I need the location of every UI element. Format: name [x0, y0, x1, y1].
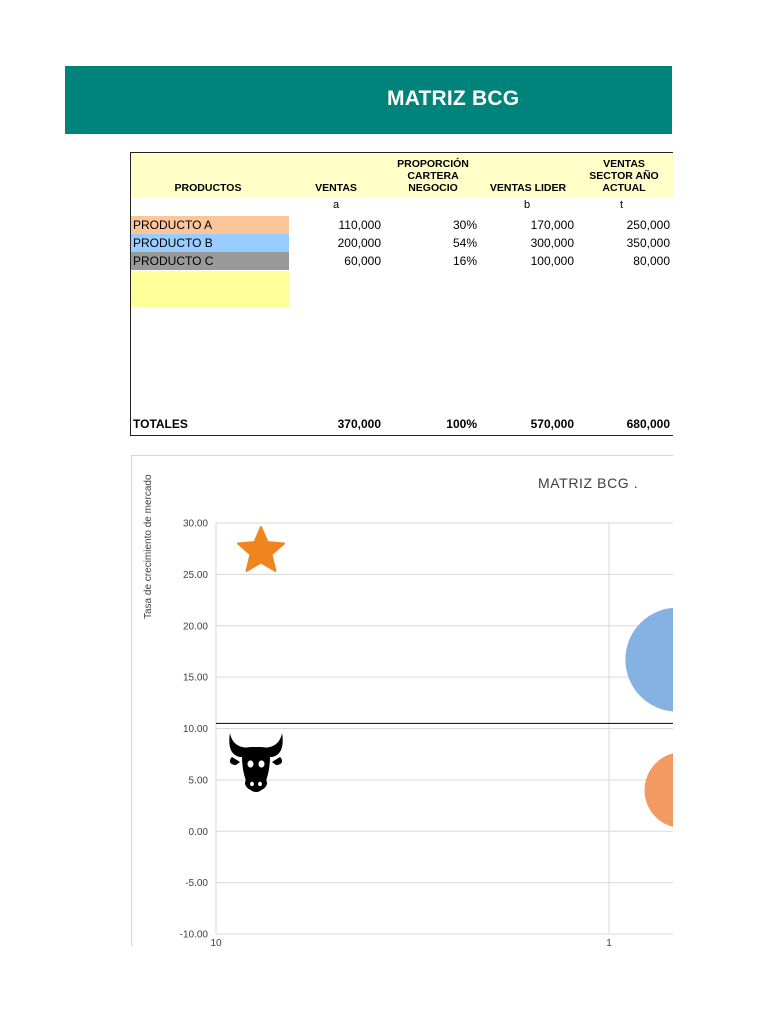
- product-name: PRODUCTO C: [131, 252, 289, 270]
- product-name: PRODUCTO B: [131, 234, 289, 252]
- cell-ventas: 110,000: [338, 218, 381, 232]
- product-name: PRODUCTO A: [131, 216, 289, 234]
- cell-lider: 170,000: [530, 218, 574, 232]
- cell-sector: 80,000: [633, 254, 670, 268]
- y-tick-label: -5.00: [185, 878, 208, 890]
- table-row-producto-b: [131, 234, 673, 252]
- y-tick-label: 0.00: [188, 826, 208, 838]
- header-proporcion-line2: CARTERA: [407, 170, 459, 182]
- total-proporcion: 100%: [446, 417, 477, 431]
- table-header: [131, 153, 673, 197]
- star-icon: [238, 527, 284, 571]
- cell-proporcion: 30%: [452, 218, 477, 232]
- cell-lider: 300,000: [530, 236, 574, 250]
- x-tick-label: 1: [606, 938, 612, 946]
- chart-title: MATRIZ BCG .: [538, 475, 639, 491]
- y-tick-label: 10.00: [182, 724, 208, 735]
- table-row-producto-a: [131, 216, 673, 234]
- totals-label: TOTALES: [133, 417, 188, 431]
- cell-ventas: 200,000: [337, 236, 381, 250]
- header-ventas-sector: [577, 158, 671, 194]
- x-tick-label: 10: [210, 938, 222, 946]
- sublabel-b: b: [524, 199, 531, 211]
- cell-proporcion: 16%: [452, 254, 477, 268]
- cell-lider: 100,000: [530, 254, 574, 268]
- header-proporcion-line3: NEGOCIO: [408, 182, 458, 194]
- header-productos: PRODUCTOS: [174, 182, 242, 194]
- header-sector-line3: ACTUAL: [602, 182, 646, 194]
- header-ventas: VENTAS: [315, 182, 357, 194]
- header-ventas-lider: VENTAS LIDER: [489, 182, 567, 194]
- title-banner: [65, 66, 672, 134]
- y-tick-label: 20.00: [182, 621, 208, 633]
- sublabel-a: a: [333, 199, 340, 211]
- y-tick-label: 15.00: [182, 672, 208, 684]
- y-tick-label: 25.00: [182, 569, 208, 581]
- y-tick-label: 5.00: [188, 775, 208, 787]
- header-proporcion: [381, 158, 485, 194]
- total-sector: 680,000: [626, 417, 670, 431]
- chart-plot: [132, 456, 673, 946]
- y-tick-label: 30.00: [182, 518, 208, 530]
- cow-icon: [229, 733, 282, 792]
- bcg-data-table: [130, 152, 673, 436]
- header-proporcion-line1: PROPORCIÓN: [397, 158, 469, 170]
- bubble: [645, 752, 673, 828]
- y-axis-label: Tasa de crecimiento de mercado: [143, 474, 154, 619]
- y-tick-label: -10.00: [179, 929, 208, 941]
- total-ventas: 370,000: [337, 417, 381, 431]
- sublabel-t: t: [620, 199, 624, 211]
- page-title: MATRIZ BCG: [387, 87, 520, 110]
- cell-sector: 250,000: [626, 218, 670, 232]
- cell-ventas: 60,000: [344, 254, 381, 268]
- cell-sector: 350,000: [626, 236, 670, 250]
- bcg-bubble-chart: [131, 455, 673, 946]
- table-row-producto-c: [131, 252, 673, 270]
- header-sector-line2: SECTOR AÑO: [589, 170, 659, 182]
- total-lider: 570,000: [530, 417, 574, 431]
- cell-proporcion: 54%: [452, 236, 477, 250]
- header-sector-line1: VENTAS: [603, 158, 645, 170]
- bubble: [625, 608, 673, 712]
- empty-highlight-cell: [131, 271, 289, 307]
